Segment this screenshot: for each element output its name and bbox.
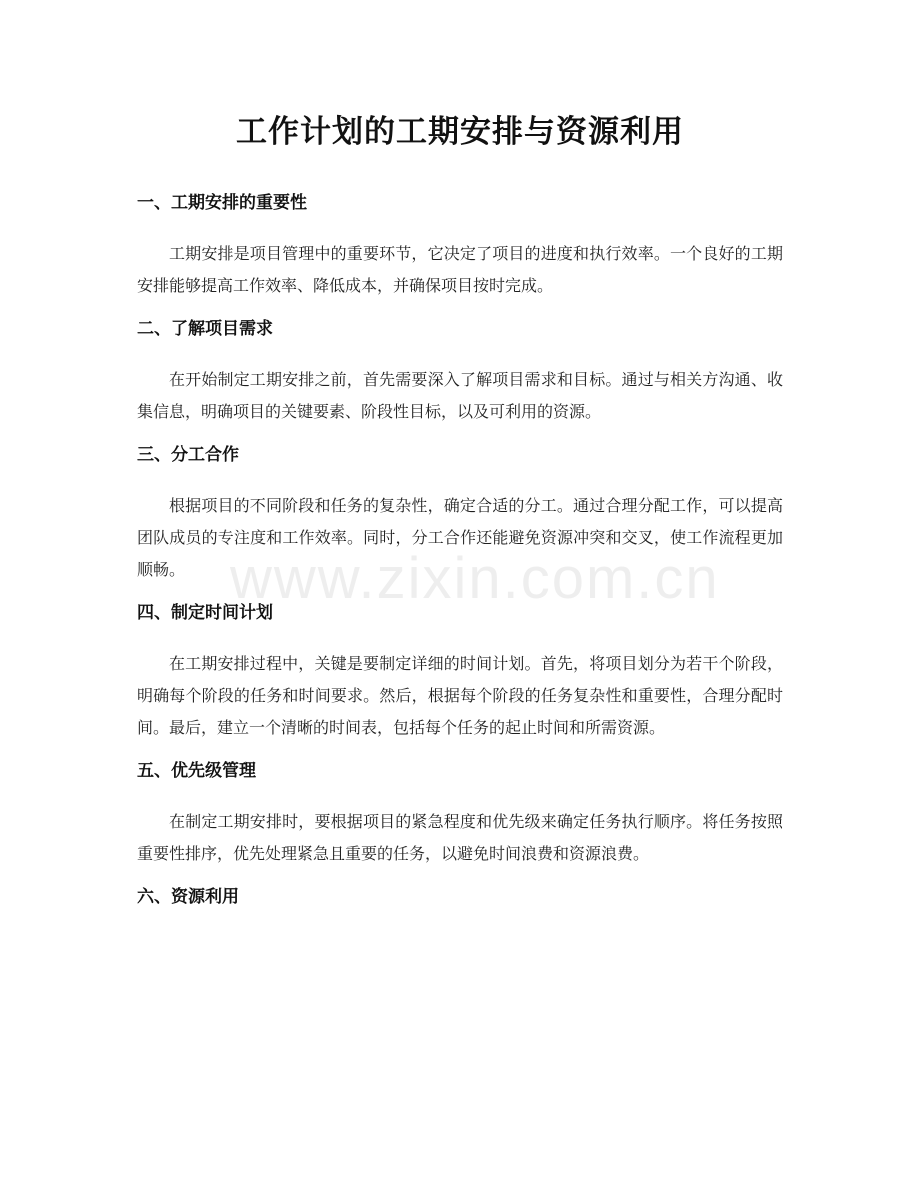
section-heading: 二、了解项目需求 (137, 319, 273, 339)
section-body: 工期安排是项目管理中的重要环节，它决定了项目的进度和执行效率。一个良好的工期安排能够提高工作效率、降低成本，并确保项目按时完成。 (137, 244, 783, 295)
section-heading: 一、工期安排的重要性 (137, 193, 307, 213)
watermark: www.zixin.com.cn (230, 546, 720, 611)
section-body: 在开始制定工期安排之前，首先需要深入了解项目需求和目标。通过与相关方沟通、收集信息，明确项目的关键要素、阶段性目标，以及可利用的资源。 (137, 370, 783, 421)
section-heading: 三、分工合作 (137, 445, 239, 465)
section-importance (137, 189, 783, 302)
section-body: 在工期安排过程中，关键是要制定详细的时间计划。首先，将项目划分为若干个阶段，明确每个阶段的任务和时间要求。然后，根据每个阶段的任务复杂性和重要性，合理分配时间。最后，建立一个清晰的时间表，包括每个任务的起止时间和所需资源。 (137, 654, 783, 737)
section-heading: 六、资源利用 (137, 887, 239, 907)
section-heading: 四、制定时间计划 (137, 603, 273, 623)
section-resource-utilization (137, 883, 783, 911)
section-body: 根据项目的不同阶段和任务的复杂性，确定合适的分工。通过合理分配工作，可以提高团队成员的专注度和工作效率。同时，分工合作还能避免资源冲突和交叉，使工作流程更加顺畅。 (137, 496, 783, 579)
section-priority-management (137, 757, 783, 870)
section-division-of-labor (137, 441, 783, 586)
document-title: 工作计划的工期安排与资源利用 (236, 114, 684, 150)
section-requirements (137, 315, 783, 428)
section-heading: 五、优先级管理 (137, 761, 256, 781)
section-body: 在制定工期安排时，要根据项目的紧急程度和优先级来确定任务执行顺序。将任务按照重要性排序，优先处理紧急且重要的任务，以避免时间浪费和资源浪费。 (137, 812, 783, 863)
section-time-plan (137, 599, 783, 744)
